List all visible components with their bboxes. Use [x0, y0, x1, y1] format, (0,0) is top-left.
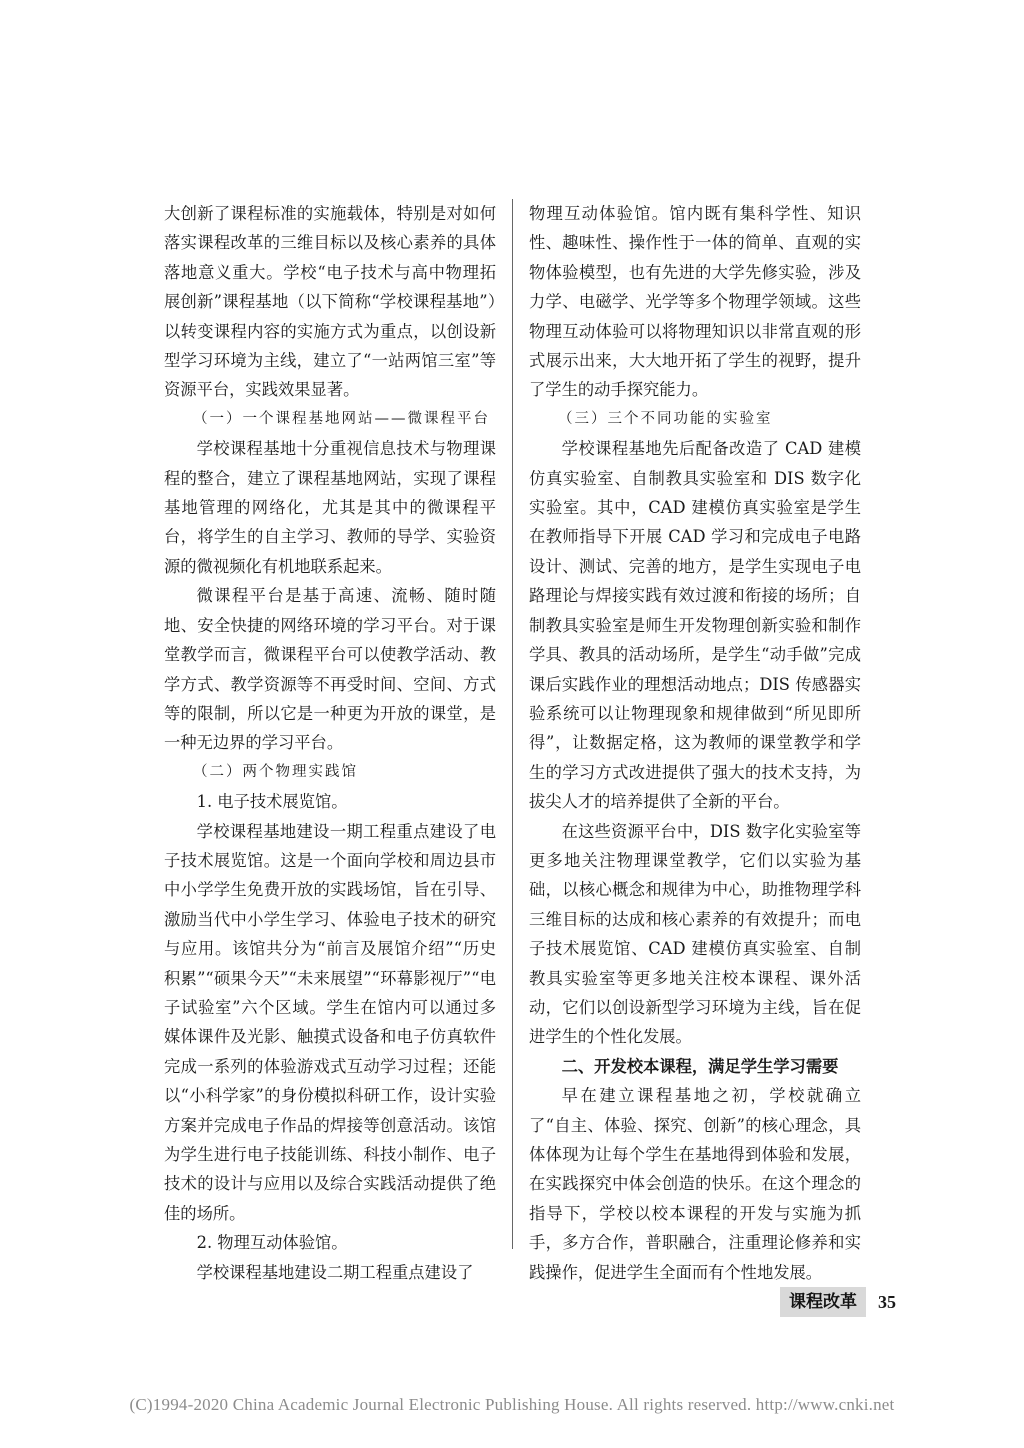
section-heading: 二、开发校本课程，满足学生学习需要	[561, 1056, 839, 1076]
column-divider	[512, 199, 513, 1249]
paragraph: 2. 物理互动体验馆。	[196, 1233, 348, 1253]
paragraph: 在这些资源平台中，DIS 数字化实验室等更多地关注物理课堂教学，它们以实验为基础，以核心概念和规律为中心，助推物理学科三维目标的达成和核心素养的有效提升；而电子技术展览馆、CAD 建模仿真实验室、自制教具实验室等更多地关注校本课程、课外活动，它们以创设新型学习环境为主线，旨在促进学生的个性化发展。	[529, 821, 861, 1047]
paragraph: 早在建立课程基地之初，学校就确立了“自主、体验、探究、创新”的核心理念，具体体现为让每个学生在基地得到体验和发展，在实践探究中体会创造的快乐。在这个理念的指导下，学校以校本课程的开发与实施为抓手，多方合作，普职融合，注重理论修养和实践操作，促进学生全面而有个性地发展。	[529, 1086, 861, 1282]
right-column	[529, 199, 861, 1287]
paragraph: 学校课程基地先后配备改造了 CAD 建模仿真实验室、自制教具实验室和 DIS 数字化实验室。其中，CAD 建模仿真实验室是学生在教师指导下开展 CAD 学习和完成电子电路设计、测试、完善的地方，是学生实现电子电路理论与焊接实践有效过渡和衔接的场所；自制教具实验室是师生开发物理创新实验和制作学具、教具的活动场所，是学生“动手做”完成课后实践作业的理想活动地点；DIS 传感器实验系统可以让物理现象和规律做到“所见即所得”，让数据定格，这为教师的课堂教学和学生的学习方式改进提供了强大的技术支持，为拔尖人才的培养提供了全新的平台。	[529, 439, 861, 812]
section-heading: （二）两个物理实践馆	[193, 763, 358, 780]
section-heading: （三）三个不同功能的实验室	[558, 410, 773, 427]
paragraph: 学校课程基地十分重视信息技术与物理课程的整合，建立了课程基地网站，实现了课程基地管理的网络化，尤其是其中的微课程平台，将学生的自主学习、教师的导学、实验资源的微视频化有机地联系起来。	[164, 439, 496, 576]
paragraph: 1. 电子技术展览馆。	[196, 792, 348, 812]
paragraph: 学校课程基地建设一期工程重点建设了电子技术展览馆。这是一个面向学校和周边县市中小学学生免费开放的实践场馆，旨在引导、激励当代中小学生学习、体验电子技术的研究与应用。该馆共分为“前言及展馆介绍”“历史积累”“硕果今天”“未来展望”“环幕影视厅”“电子试验室”六个区域。学生在馆内可以通过多媒体课件及光影、触摸式设备和电子仿真软件完成一系列的体验游戏式互动学习过程；还能以“小科学家”的身份模拟科研工作，设计实验方案并完成电子作品的焊接等创意活动。该馆为学生进行电子技能训练、科技小制作、电子技术的设计与应用以及综合实践活动提供了绝佳的场所。	[164, 821, 496, 1223]
section-heading: （一）一个课程基地网站——微课程平台	[193, 410, 490, 427]
copyright-notice: (C)1994-2020 China Academic Journal Electronic Publishing House. All rights reserved. http://www.cnki.net	[129, 1395, 895, 1414]
page-number: 35	[878, 1292, 896, 1312]
paragraph: 微课程平台是基于高速、流畅、随时随地、安全快捷的网络环境的学习平台。对于课堂教学而言，微课程平台可以使教学活动、教学方式、教学资源等不再受时间、空间、方式等的限制，所以它是一种更为开放的课堂，是一种无边界的学习平台。	[164, 586, 496, 753]
paragraph: 物理互动体验馆。馆内既有集科学性、知识性、趣味性、操作性于一体的简单、直观的实物体验模型，也有先进的大学先修实验，涉及力学、电磁学、光学等多个物理学领域。这些物理互动体验可以将物理知识以非常直观的形式展示出来，大大地开拓了学生的视野，提升了学生的动手探究能力。	[529, 204, 861, 400]
paragraph: 大创新了课程标准的实施载体，特别是对如何落实课程改革的三维目标以及核心素养的具体落地意义重大。学校“电子技术与高中物理拓展创新”课程基地（以下简称“学校课程基地”）以转变课程内容的实施方式为重点，以创设新型学习环境为主线，建立了“一站两馆三室”等资源平台，实践效果显著。	[164, 204, 496, 400]
paragraph: 学校课程基地建设二期工程重点建设了	[196, 1262, 474, 1282]
left-column	[164, 199, 496, 1287]
section-label: 课程改革	[780, 1287, 866, 1317]
